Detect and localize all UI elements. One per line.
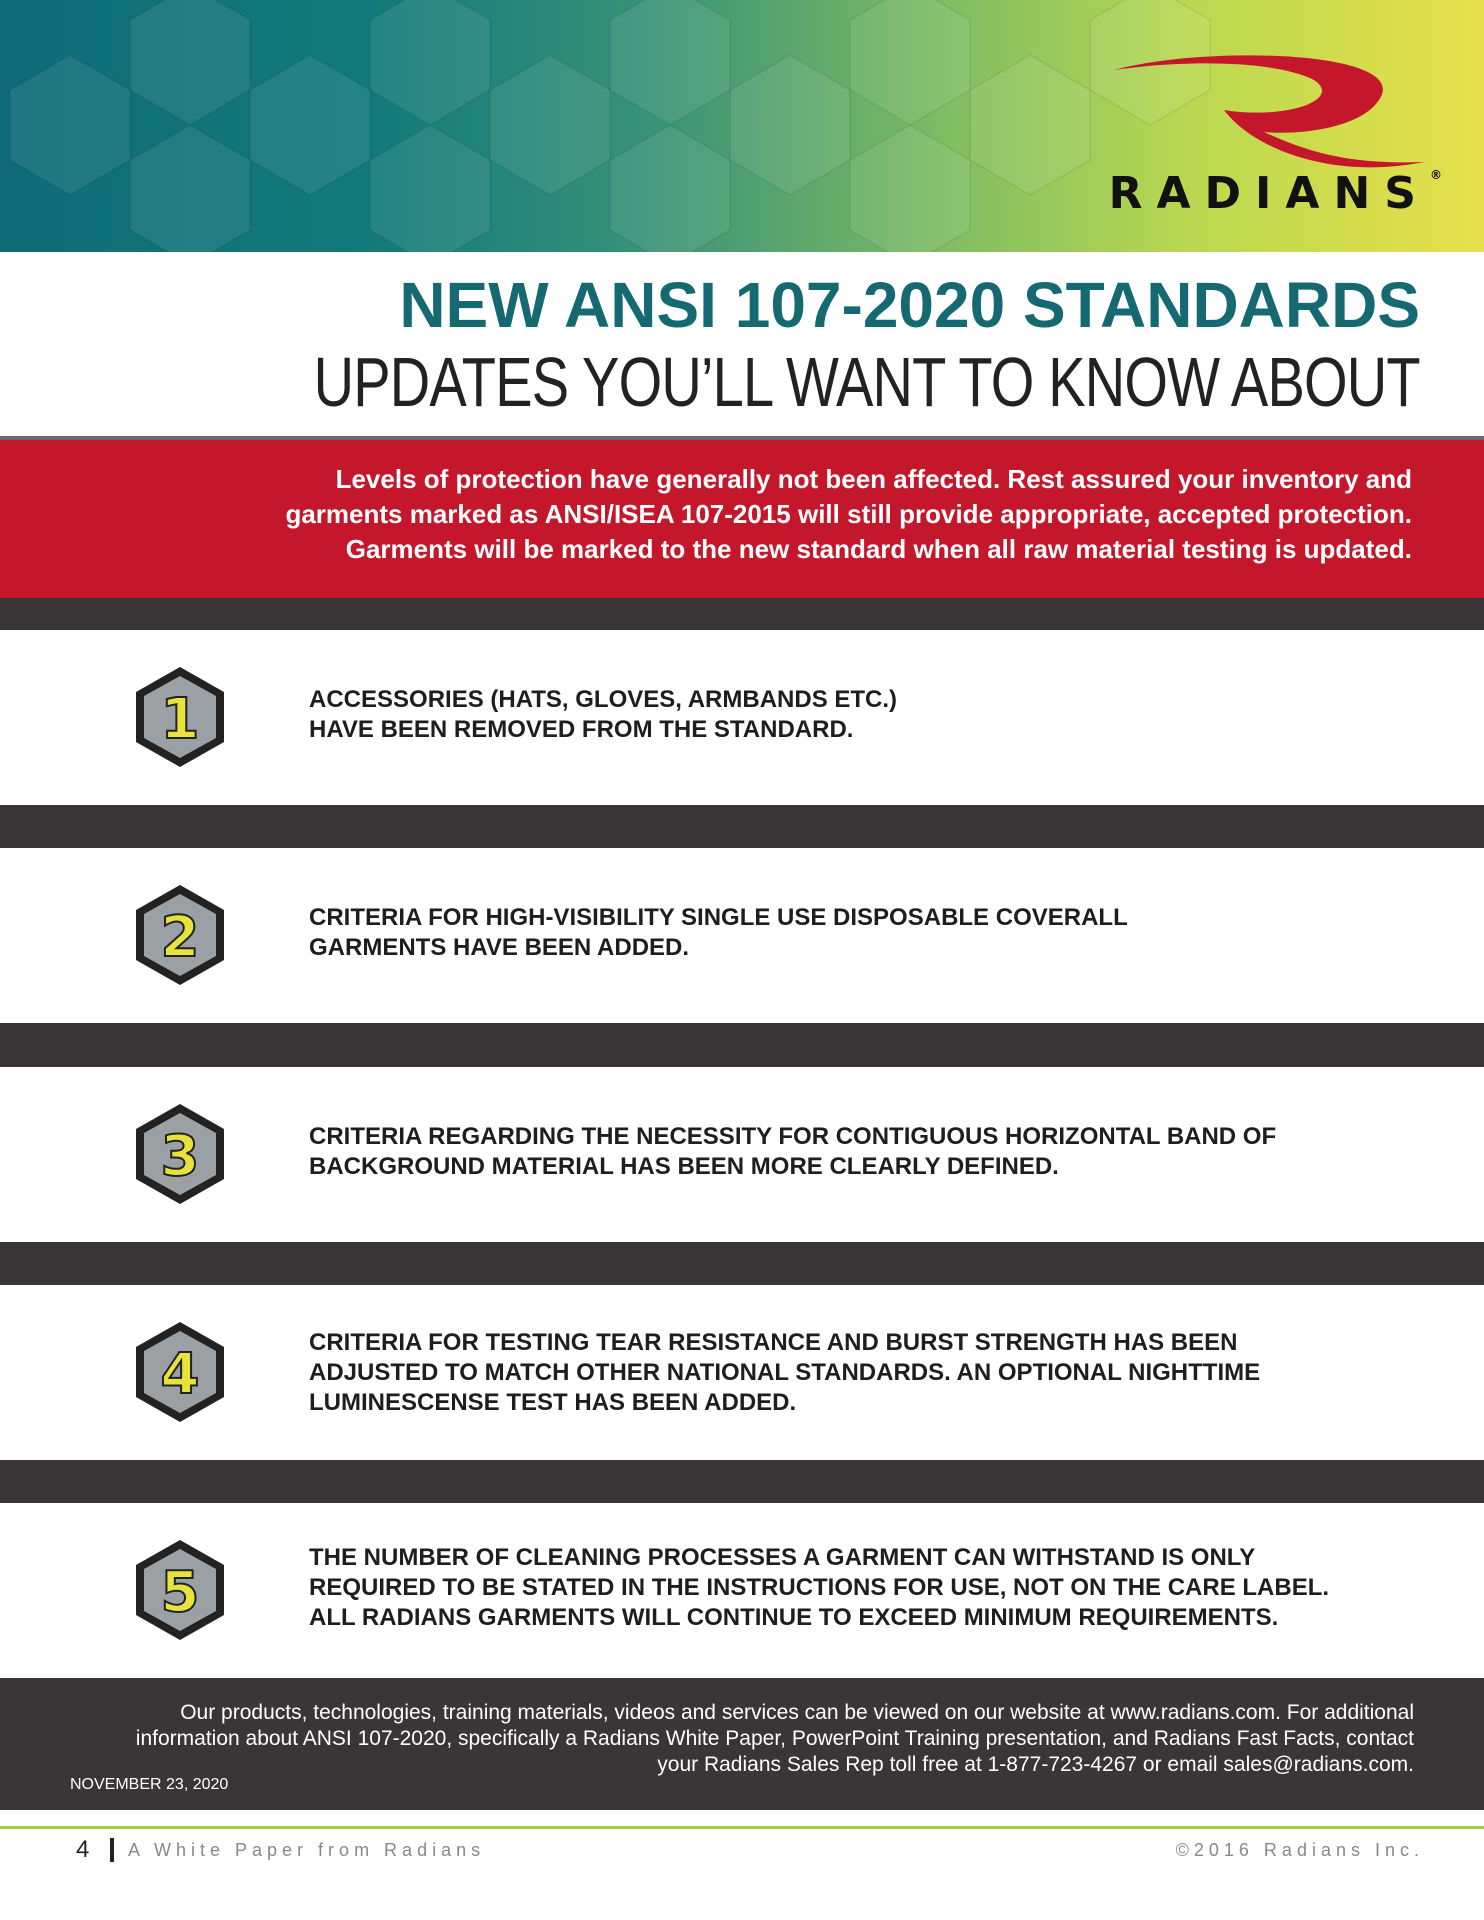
item-text — [309, 1328, 1419, 1418]
item-line: CRITERIA FOR HIGH-VISIBILITY SINGLE USE DISPOSABLE COVERALL — [309, 904, 1128, 931]
item-line: CRITERIA FOR TESTING TEAR RESISTANCE AND BURST STRENGTH HAS BEEN — [309, 1329, 1238, 1356]
list-item — [0, 1285, 1484, 1460]
alert-banner — [0, 436, 1484, 598]
publish-date: NOVEMBER 23, 2020 — [70, 1776, 229, 1793]
item-line: CRITERIA REGARDING THE NECESSITY FOR CONTIGUOUS HORIZONTAL BAND OF — [309, 1123, 1277, 1150]
item-line: ACCESSORIES (HATS, GLOVES, ARMBANDS ETC.) — [309, 686, 898, 713]
alert-text — [32, 462, 1412, 567]
contact-line: your Radians Sales Rep toll free at 1-877-723-4267 or email sales@radians.com. — [657, 1753, 1414, 1776]
page-subtitle: UPDATES YOU’LL WANT TO KNOW ABOUT — [313, 343, 1420, 421]
brand-wordmark: RADIANS® — [1108, 168, 1442, 219]
alert-line: Levels of protection have generally not been affected. Rest assured your inventory and — [335, 464, 1412, 494]
alert-line: garments marked as ANSI/ISEA 107-2015 will still provide appropriate, accepted protection. — [285, 499, 1412, 529]
item-text — [309, 1543, 1419, 1633]
hexagon-number-icon — [132, 1101, 228, 1207]
item-line: THE NUMBER OF CLEANING PROCESSES A GARMENT CAN WITHSTAND IS ONLY — [309, 1544, 1256, 1571]
contact-line: Our products, technologies, training materials, videos and services can be viewed on our website at www.radians.com. For additional — [180, 1701, 1414, 1724]
page-title: NEW ANSI 107-2020 STANDARDS — [399, 269, 1420, 341]
item-line: BACKGROUND MATERIAL HAS BEEN MORE CLEARLY DEFINED. — [309, 1153, 1059, 1180]
item-line: HAVE BEEN REMOVED FROM THE STANDARD. — [309, 716, 854, 743]
list-item — [0, 848, 1484, 1023]
item-text — [309, 903, 1419, 963]
hexagon-number-icon — [132, 882, 228, 988]
alert-line: Garments will be marked to the new standard when all raw material testing is updated. — [345, 534, 1412, 564]
item-line: ADJUSTED TO MATCH OTHER NATIONAL STANDARDS. AN OPTIONAL NIGHTTIME — [309, 1359, 1261, 1386]
page-divider — [110, 1838, 114, 1862]
item-number: 2 — [160, 905, 200, 970]
item-number: 3 — [160, 1124, 200, 1189]
hexagon-number-icon — [132, 664, 228, 770]
item-number: 5 — [160, 1560, 200, 1625]
page-number: 4 — [76, 1836, 90, 1863]
item-line: REQUIRED TO BE STATED IN THE INSTRUCTIONS FOR USE, NOT ON THE CARE LABEL. — [309, 1574, 1330, 1601]
item-line: LUMINESCENSE TEST HAS BEEN ADDED. — [309, 1389, 797, 1416]
item-line: GARMENTS HAVE BEEN ADDED. — [309, 934, 690, 961]
item-text — [309, 685, 1419, 745]
item-number: 1 — [160, 687, 200, 752]
hexagon-number-icon — [132, 1537, 228, 1643]
list-item — [0, 630, 1484, 805]
header-banner — [0, 0, 1484, 252]
page-tagline: A White Paper from Radians — [128, 1840, 486, 1860]
list-item — [0, 1503, 1484, 1678]
footer-rule — [0, 1826, 1484, 1829]
item-number: 4 — [160, 1342, 200, 1407]
item-text — [309, 1122, 1419, 1182]
copyright: ©2016 Radians Inc. — [1175, 1840, 1424, 1860]
contact-line: information about ANSI 107-2020, specifically a Radians White Paper, PowerPoint Training presentation, and Radians Fast Facts, contact — [135, 1727, 1414, 1750]
list-item — [0, 1067, 1484, 1242]
contact-info — [14, 1700, 1414, 1778]
hexagon-number-icon — [132, 1319, 228, 1425]
item-line: ALL RADIANS GARMENTS WILL CONTINUE TO EXCEED MINIMUM REQUIREMENTS. — [309, 1604, 1279, 1631]
